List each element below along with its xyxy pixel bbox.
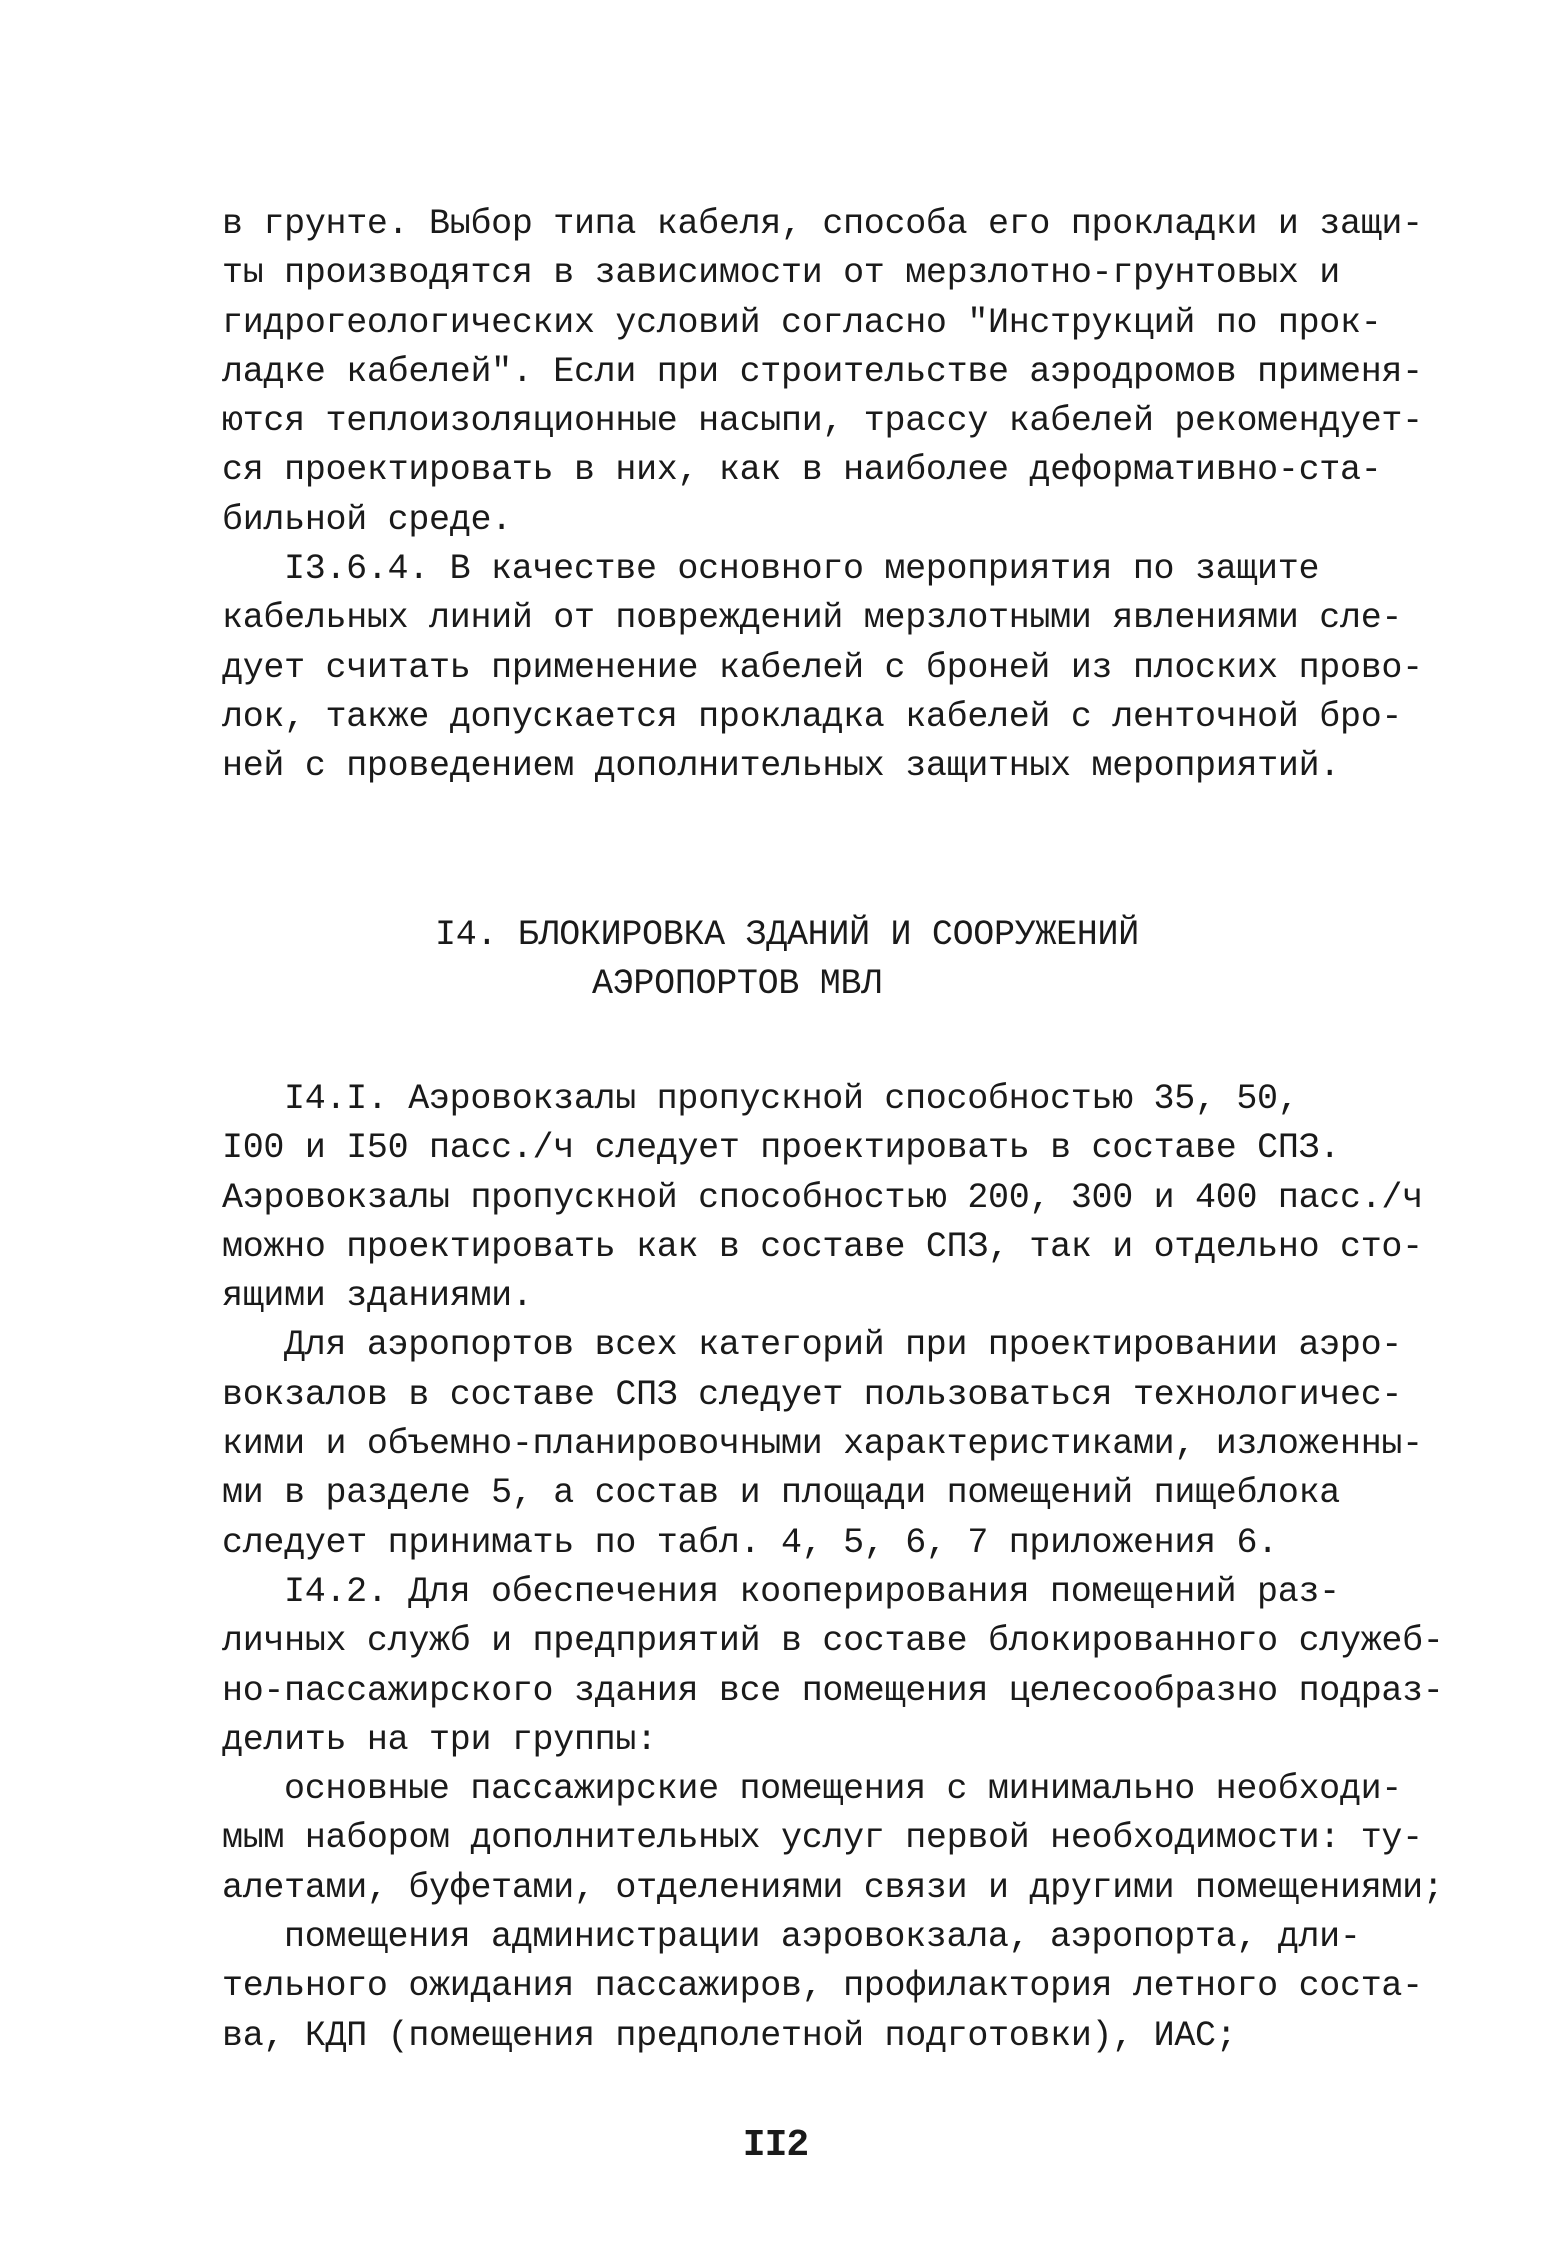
page-number: II2 (742, 2124, 809, 2167)
paragraph-6 (222, 1765, 1444, 1913)
paragraph-2 (222, 545, 1423, 791)
paragraph-5 (222, 1568, 1444, 1765)
text-line: Для аэропортов всех категорий при проектировании аэро- (284, 1325, 1402, 1366)
text-block-top (222, 200, 1423, 792)
text-line: I4.I. Аэровокзалы пропускной способностью 35, 50, (284, 1079, 1299, 1119)
text-line: Аэровокзалы пропускной способностью 200, 300 и 400 пасс./ч (222, 1177, 1423, 1218)
paragraph-7 (222, 1913, 1423, 2061)
text-line: ты производятся в зависимости от мерзлотно-грунтовых и (222, 253, 1340, 294)
text-line: кими и объемно-планировочными характеристиками, изложенны- (222, 1424, 1423, 1465)
text-line: делить на три группы: (222, 1719, 657, 1760)
paragraph-1 (222, 200, 1423, 545)
text-line: кабельных линий от повреждений мерзлотными явлениями сле- (222, 598, 1403, 639)
text-block-bottom (222, 1075, 1444, 2061)
text-line: можно проектировать как в составе СПЗ, так и отдельно сто- (222, 1226, 1423, 1267)
text-line: гидрогеологических условий согласно "Инструкций по прок- (222, 302, 1382, 343)
text-line: лок, также допускается прокладка кабелей с ленточной бро- (222, 696, 1403, 737)
text-line: ней с проведением дополнительных защитных мероприятий. (222, 746, 1340, 787)
text-line: ладке кабелей". Если при строительстве аэродромов применя- (222, 351, 1423, 392)
text-line: основные пассажирские помещения с минимально необходи- (284, 1769, 1402, 1810)
paragraph-3 (222, 1075, 1423, 1321)
section-title: I4. БЛОКИРОВКА ЗДАНИЙ И СООРУЖЕНИЙ (435, 915, 1139, 955)
text-line: ются теплоизоляционные насыпи, трассу кабелей рекомендует- (222, 401, 1423, 442)
text-line: но-пассажирского здания все помещения целесообразно подраз- (222, 1670, 1444, 1711)
text-line: вокзалов в составе СПЗ следует пользоваться технологичес- (222, 1374, 1403, 1415)
text-line: следует принимать по табл. 4, 5, 6, 7 приложения 6. (222, 1522, 1278, 1563)
text-line: в грунте. Выбор типа кабеля, способа его прокладки и защи- (222, 204, 1423, 244)
section-subtitle: АЭРОПОРТОВ МВЛ (592, 964, 882, 1005)
text-line: ми в разделе 5, а состав и площади помещений пищеблока (222, 1473, 1340, 1514)
text-line: мым набором дополнительных услуг первой необходимости: ту- (222, 1818, 1423, 1859)
text-line: I3.6.4. В качестве основного мероприятия по защите (284, 549, 1320, 590)
text-line: дует считать применение кабелей с броней из плоских прово- (222, 647, 1423, 688)
text-line: бильной среде. (222, 499, 512, 540)
text-line: ся проектировать в них, как в наиболее деформативно-ста- (222, 450, 1382, 491)
section-heading (222, 911, 1382, 1010)
text-line: алетами, буфетами, отделениями связи и другими помещениями; (222, 1867, 1444, 1908)
text-line: ящими зданиями. (222, 1276, 533, 1317)
text-line: I00 и I50 пасс./ч следует проектировать в составе СПЗ. (222, 1128, 1340, 1169)
text-line: помещения администрации аэровокзала, аэропорта, дли- (284, 1917, 1361, 1958)
paragraph-4 (222, 1321, 1423, 1567)
text-line: тельного ожидания пассажиров, профилактория летного соста- (222, 1966, 1423, 2007)
text-line: I4.2. Для обеспечения кооперирования помещений раз- (284, 1571, 1340, 1612)
text-line: ва, КДП (помещения предполетной подготовки), ИАС; (222, 2015, 1237, 2056)
text-line: личных служб и предприятий в составе блокированного служеб- (222, 1621, 1444, 1662)
